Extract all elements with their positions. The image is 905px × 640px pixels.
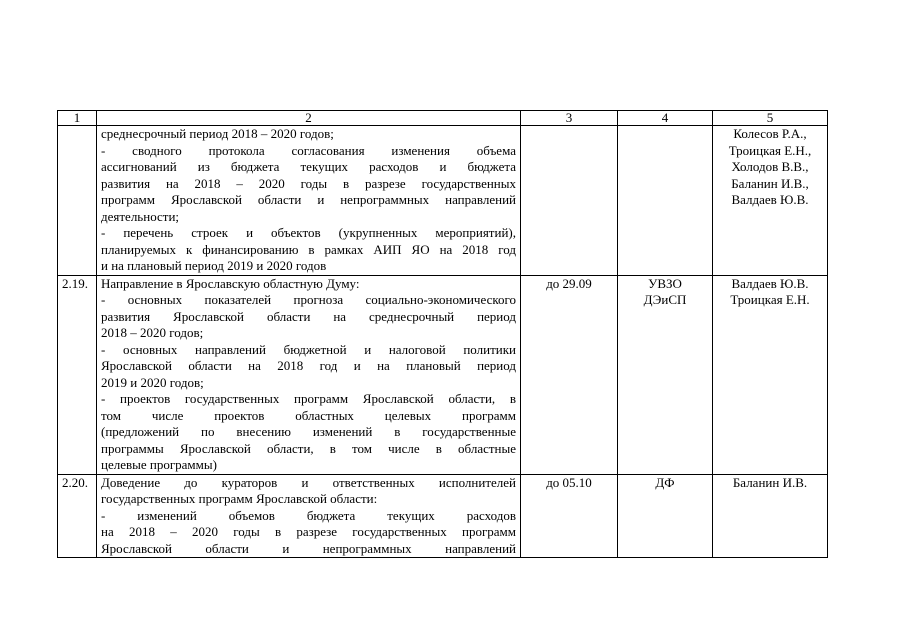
description-line: ассигнований из бюджета текущих расходов и бюджета — [101, 159, 516, 174]
description-line: развития на 2018 – 2020 годы в разрезе государственных — [101, 175, 516, 191]
description-line: и на плановый период 2019 и 2020 годов — [101, 258, 327, 273]
description-line: среднесрочный период 2018 – 2020 годов; — [101, 126, 334, 141]
row-deadline — [521, 126, 618, 276]
row-people — [713, 126, 828, 276]
description-line: Ярославской области и непрограммных направлений — [101, 540, 516, 556]
row-description — [97, 474, 521, 558]
description-line: Направление в Ярославскую областную Думу: — [101, 275, 360, 291]
row-responsible — [618, 474, 713, 558]
header-col-3: 3 — [521, 111, 618, 126]
description-line: 2018 – 2020 годов; — [101, 325, 204, 340]
description-line: - перечень строек и объектов (укрупненных мероприятий), — [101, 225, 516, 240]
description-line: - проектов государственных программ Ярославской области, в — [101, 391, 516, 406]
department-code: ДЭиСП — [643, 292, 687, 307]
header-col-2: 2 — [97, 111, 521, 126]
description-line: планируемых к финансированию в рамках АИП ЯО на 2018 год — [101, 241, 516, 257]
person-name: Колесов Р.А., — [733, 126, 807, 141]
row-people — [713, 474, 828, 558]
row-responsible — [618, 126, 713, 276]
description-line: 2019 и 2020 годов; — [101, 374, 204, 390]
header-col-4: 4 — [618, 111, 713, 126]
row-deadline: до 05.10 — [521, 474, 618, 558]
description-line: деятельности; — [101, 208, 180, 224]
row-deadline: до 29.09 — [521, 275, 618, 474]
table-row — [58, 126, 828, 276]
row-description — [97, 275, 521, 474]
person-name: Валдаев Ю.В. — [731, 275, 809, 291]
person-name: Баланин И.В., — [731, 175, 809, 191]
plan-table — [57, 110, 828, 558]
description-line: - сводного протокола согласования изменения объема — [101, 142, 516, 158]
person-name: Троицкая Е.Н. — [730, 292, 810, 307]
table-row — [58, 275, 828, 474]
person-name: Троицкая Е.Н., — [728, 142, 812, 158]
description-line: (предложений по внесению изменений в государственные — [101, 424, 516, 439]
description-line: Ярославской области на 2018 год и на плановый период — [101, 358, 516, 373]
description-line: - основных направлений бюджетной и налоговой политики — [101, 341, 516, 357]
description-line: программ Ярославской области и непрограммных направлений — [101, 192, 516, 207]
department-code: УВЗО — [648, 275, 682, 291]
person-name: Баланин И.В. — [732, 474, 808, 490]
description-line: Доведение до кураторов и ответственных исполнителей — [101, 474, 516, 490]
description-line: - изменений объемов бюджета текущих расходов — [101, 507, 516, 523]
description-line: развития Ярославской области на среднесрочный период — [101, 308, 516, 324]
row-number: 2.20. — [58, 474, 97, 558]
person-name: Валдаев Ю.В. — [731, 192, 809, 207]
description-line: на 2018 – 2020 годы в разрезе государственных программ — [101, 524, 516, 539]
header-col-1: 1 — [58, 111, 97, 126]
table-row — [58, 474, 828, 558]
row-responsible — [618, 275, 713, 474]
row-people — [713, 275, 828, 474]
description-line: целевые программы) — [101, 457, 217, 472]
description-line: программы Ярославской области, в том числе в областные — [101, 440, 516, 456]
header-col-5: 5 — [713, 111, 828, 126]
description-line: - основных показателей прогноза социально-экономического — [101, 292, 516, 307]
row-number: 2.19. — [58, 275, 97, 474]
row-description — [97, 126, 521, 276]
table-header-row — [58, 111, 828, 126]
person-name: Холодов В.В., — [731, 159, 809, 174]
department-code: ДФ — [655, 474, 675, 490]
description-line: том числе проектов областных целевых программ — [101, 407, 516, 423]
row-number — [58, 126, 97, 276]
description-line: государственных программ Ярославской области: — [101, 491, 378, 506]
